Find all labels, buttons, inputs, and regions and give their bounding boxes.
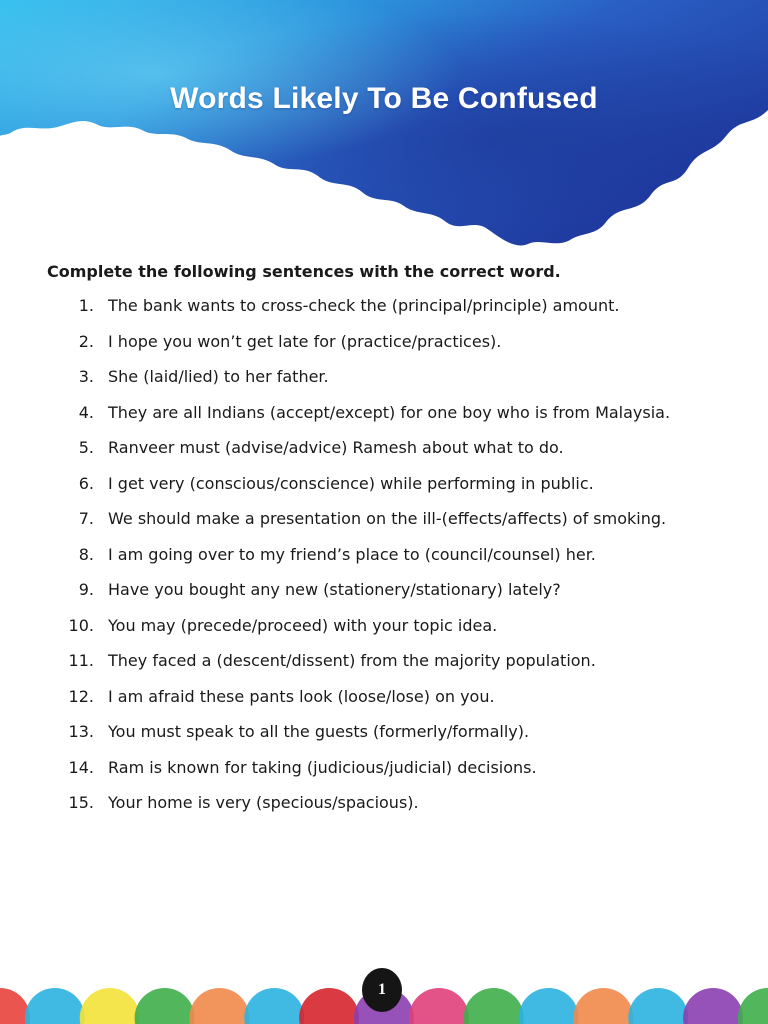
decorative-dot [189, 988, 249, 1024]
question-item [0, 367, 768, 403]
question-item [0, 651, 768, 687]
question-item [0, 474, 768, 510]
question-number: 2. [78, 331, 94, 351]
question-number: 10. [68, 615, 94, 635]
question-number: 1. [78, 296, 94, 315]
question-item [0, 580, 768, 616]
question-text: Your home is very (specious/spacious). [108, 793, 419, 812]
question-item [0, 687, 768, 723]
question-text: The bank wants to cross-check the (principal/principle) amount. [108, 296, 620, 315]
question-item [0, 545, 768, 581]
watercolor-banner [0, 0, 768, 250]
question-item [0, 332, 768, 368]
question-number: 7. [78, 509, 94, 528]
question-number: 5. [78, 438, 94, 457]
question-text: She (laid/lied) to her father. [108, 367, 329, 386]
question-number: 3. [78, 367, 94, 386]
question-number: 4. [78, 402, 94, 422]
question-item [0, 509, 768, 545]
question-text: You must speak to all the guests (formerly/formally). [108, 722, 530, 741]
question-text: I hope you won’t get late for (practice/practices). [108, 331, 502, 351]
decorative-dot [25, 988, 85, 1024]
question-number: 12. [68, 686, 94, 706]
question-item [0, 616, 768, 652]
decorative-dot [464, 988, 524, 1024]
instruction-text: Complete the following sentences with the correct word. [47, 262, 561, 281]
decorative-dot [135, 988, 195, 1024]
decorative-dot [738, 988, 768, 1024]
question-list [0, 296, 768, 829]
decorative-dot [683, 988, 743, 1024]
decorative-dot [409, 988, 469, 1024]
decorative-dot [80, 988, 140, 1024]
question-item [0, 722, 768, 758]
question-number: 6. [78, 473, 94, 493]
page-number-badge: 1 [362, 968, 402, 1012]
decorative-dot [519, 988, 579, 1024]
question-text: They are all Indians (accept/except) for one boy who is from Malaysia. [108, 402, 671, 422]
question-text: I am afraid these pants look (loose/lose) on you. [108, 686, 495, 706]
question-text: They faced a (descent/dissent) from the majority population. [108, 651, 596, 670]
question-number: 11. [68, 651, 94, 670]
question-text: I am going over to my friend’s place to (council/counsel) her. [108, 544, 596, 564]
question-number: 13. [68, 722, 94, 741]
decorative-dot [628, 988, 688, 1024]
decorative-dot [299, 988, 359, 1024]
question-number: 14. [68, 757, 94, 777]
decorative-dot [573, 988, 633, 1024]
question-text: I get very (conscious/conscience) while performing in public. [108, 473, 594, 493]
question-text: We should make a presentation on the ill-(effects/affects) of smoking. [108, 509, 667, 528]
question-text: Have you bought any new (stationery/stationary) lately? [108, 580, 561, 599]
question-number: 8. [78, 544, 94, 564]
question-item [0, 403, 768, 439]
question-text: Ranveer must (advise/advice) Ramesh about what to do. [108, 438, 564, 457]
question-number: 9. [78, 580, 94, 599]
question-item [0, 758, 768, 794]
question-item [0, 296, 768, 332]
question-text: Ram is known for taking (judicious/judicial) decisions. [108, 757, 537, 777]
page-title: Words Likely To Be Confused [170, 82, 598, 115]
question-number: 15. [68, 793, 94, 812]
question-item [0, 438, 768, 474]
question-text: You may (precede/proceed) with your topic idea. [108, 615, 498, 635]
decorative-dot [244, 988, 304, 1024]
question-item [0, 793, 768, 829]
